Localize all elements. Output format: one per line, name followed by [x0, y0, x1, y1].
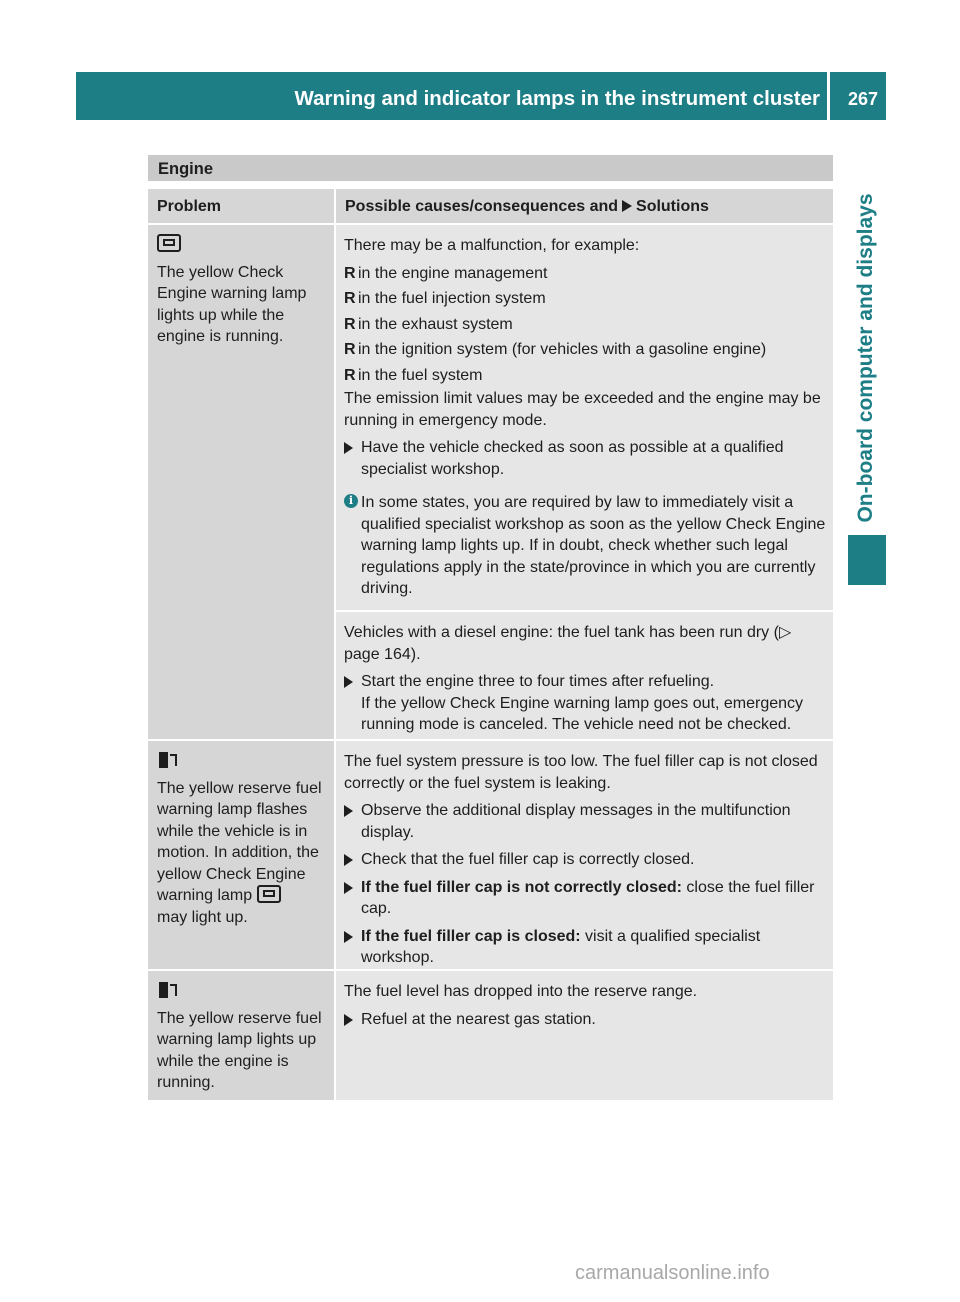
cause-intro: There may be a malfunction, for example: — [344, 237, 640, 254]
header-causes — [336, 189, 833, 223]
problem-text: The yellow reserve fuel warning lamp flashes while the vehicle is in motion. In addition, the yellow Check Engine warning lamp may light up. — [157, 779, 322, 926]
action-arrow-icon — [344, 854, 353, 866]
arrow-icon — [622, 200, 632, 212]
table-row — [148, 971, 833, 1100]
header-title: Warning and indicator lamps in the instrument cluster — [294, 87, 820, 110]
info-icon: i — [344, 494, 358, 508]
watermark: carmanualsonline.info — [575, 1262, 770, 1284]
action-arrow-icon — [344, 882, 353, 894]
action-arrow-icon — [344, 1014, 353, 1026]
problem-cell — [148, 971, 334, 1100]
table-header — [148, 189, 833, 223]
solution-block — [336, 225, 833, 610]
action-step: Have the vehicle checked as soon as possible at a qualified specialist workshop. — [344, 437, 829, 480]
action-step: Refuel at the nearest gas station. — [344, 1009, 829, 1031]
action-arrow-icon — [344, 442, 353, 454]
check-engine-icon — [157, 234, 181, 252]
list-item: R in the fuel system — [344, 366, 483, 384]
list-item: R in the ignition system (for vehicles with a gasoline engine) — [344, 341, 767, 358]
solution-cell — [336, 741, 833, 969]
table-row — [148, 225, 833, 739]
cause-intro: The fuel level has dropped into the reserve range. — [344, 983, 698, 1000]
cause-detail: The emission limit values may be exceeded and the engine may be running in emergency mode. — [344, 390, 821, 429]
check-engine-icon — [257, 885, 281, 903]
action-step: Check that the fuel filler cap is correctly closed. — [344, 849, 829, 871]
action-step: Start the engine three to four times after refueling. If the yellow Check Engine warning lamp goes out, emergency running mode is canceled. The vehicle need not be checked. — [344, 671, 829, 736]
list-item: R in the fuel injection system — [344, 290, 546, 307]
page-header — [76, 72, 886, 120]
side-tab-label: On-board computer and displays — [854, 193, 877, 523]
cause-intro: The fuel system pressure is too low. The fuel filler cap is not closed correctly or the fuel system is leaking. — [344, 753, 818, 792]
solution-block — [336, 612, 833, 739]
action-step: Observe the additional display messages in the multifunction display. — [344, 800, 829, 843]
header-causes-label: Possible causes/consequences and — [345, 198, 619, 215]
solution-block — [336, 741, 833, 969]
action-step: If the fuel filler cap is closed: visit a qualified specialist workshop. — [344, 926, 829, 969]
section-title: Engine — [158, 160, 214, 178]
list-item: R in the engine management — [344, 264, 548, 282]
problem-text: The yellow Check Engine warning lamp lights up while the engine is running. — [157, 263, 307, 345]
action-step: If the fuel filler cap is not correctly closed: close the fuel filler cap. — [344, 877, 829, 920]
header-solutions-label: Solutions — [636, 198, 709, 215]
list-item: R in the exhaust system — [344, 315, 513, 333]
action-arrow-icon — [344, 931, 353, 943]
fuel-reserve-icon — [157, 750, 179, 770]
warning-table — [148, 189, 833, 1100]
info-note: i In some states, you are required by law to immediately visit a qualified specialist workshop as soon as the yellow Check Engine warning lamp lights up. If in doubt, check whether such legal regulations apply in the state/province in which you are currently driving. — [344, 492, 829, 600]
problem-cell — [148, 741, 334, 969]
action-arrow-icon — [344, 676, 353, 688]
action-arrow-icon — [344, 805, 353, 817]
header-problem: Problem — [148, 189, 334, 223]
solution-cell — [336, 225, 833, 739]
section-heading — [148, 155, 833, 181]
side-tab — [846, 158, 886, 558]
problem-cell — [148, 225, 334, 739]
side-tab-marker — [848, 535, 886, 585]
header-divider — [827, 72, 830, 120]
problem-text: The yellow reserve fuel warning lamp lights up while the engine is running. — [157, 1009, 322, 1091]
solution-cell — [336, 971, 833, 1100]
cause-intro: Vehicles with a diesel engine: the fuel tank has been run dry (▷ page 164). — [344, 624, 792, 663]
table-row — [148, 741, 833, 969]
solution-block — [336, 971, 833, 1100]
page-number: 267 — [847, 89, 878, 109]
fuel-reserve-icon — [157, 980, 179, 1000]
